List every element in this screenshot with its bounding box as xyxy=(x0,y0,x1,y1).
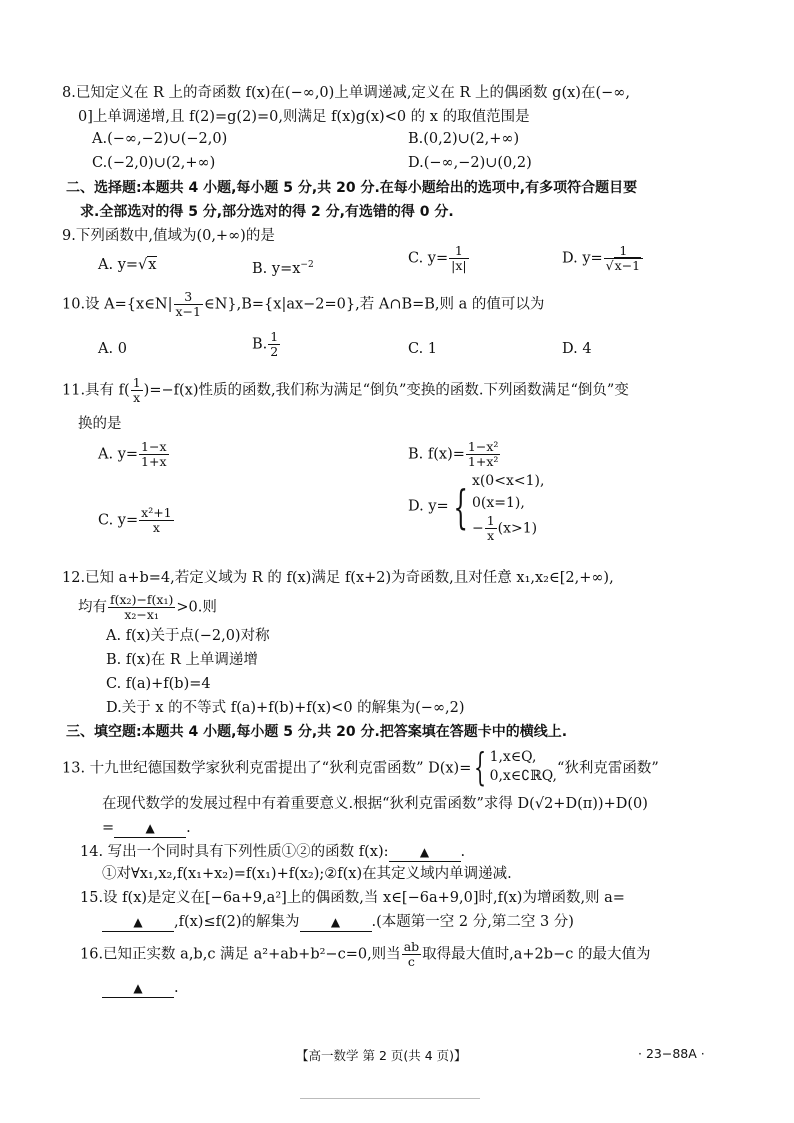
q10-stem: 10.设 A={x∈N| $\frac{3}{x-1}$ ∈N},B={x|ax−2=0},若 A∩B=B,则 a 的值可以为 xyxy=(62,289,545,319)
q9-option-a: A. y=√x xyxy=(98,257,157,273)
section2-heading-line1: 二、选择题:本题共 4 小题,每小题 5 分,共 20 分.在每小题给出的选项中,有多项符合题目要 xyxy=(66,180,638,196)
q8-option-d: D.(−∞,−2)∪(0,2) xyxy=(408,155,532,171)
answer-blank[interactable]: ▲ xyxy=(102,913,174,932)
q16-answer-line: ▲ . xyxy=(102,976,742,1000)
q10-option-a: A. 0 xyxy=(98,341,127,357)
q8-stem-line2: 0]上单调递增,且 f(2)=g(2)=0,则满足 f(x)g(x)<0 的 x 的取值范围是 xyxy=(78,109,530,125)
q9-option-d: D. y= $\frac{1}{√x-1}$ xyxy=(562,244,644,273)
q11-stem-line2: 换的是 xyxy=(78,416,122,432)
q14-stem-line2: ①对∀x₁,x₂,f(x₁+x₂)=f(x₁)+f(x₂);②f(x)在其定义域内单调递减. xyxy=(102,866,512,882)
q13-stem-line2: 在现代数学的发展过程中有着重要意义.根据“狄利克雷函数”求得 D(√2+D(π))+D(0) xyxy=(102,796,648,812)
q15-stem-line2: ▲ ,f(x)≤f(2)的解集为 ▲ .(本题第一空 2 分,第二空 3 分) xyxy=(102,910,742,934)
footer-page-info: 【高一数学 第 2 页(共 4 页)】 xyxy=(296,1048,467,1063)
q13-answer-line: = ▲ . xyxy=(102,820,191,836)
q13-stem-line1: 13. 十九世纪德国数学家狄利克雷提出了“狄利克雷函数” D(x)={ 1,x∈Q, 0,x∈∁ℝQ, “狄利克雷函数” xyxy=(62,745,659,789)
answer-blank[interactable]: ▲ xyxy=(114,819,186,838)
q8-option-b: B.(0,2)∪(2,+∞) xyxy=(408,131,520,147)
section3-heading: 三、填空题:本题共 4 小题,每小题 5 分,共 20 分.把答案填在答题卡中的横线上. xyxy=(66,724,568,740)
q8-option-a: A.(−∞,−2)∪(−2,0) xyxy=(92,131,228,147)
q12-option-b: B. f(x)在 R 上单调递增 xyxy=(106,652,258,668)
left-brace-icon: { xyxy=(474,745,487,789)
q8-option-c: C.(−2,0)∪(2,+∞) xyxy=(92,155,216,171)
q9-option-b: B. $y=x^{-2}$ xyxy=(252,260,314,277)
q11-option-d: D. y={ x(0<x<1), 0(x=1), − $\frac{1}{x}$ (x>1) xyxy=(408,473,545,543)
left-brace-icon: { xyxy=(452,479,468,534)
q10-option-b: B. $\frac{1}{2}$ xyxy=(252,329,279,359)
q11-option-c: C. y= $\frac{\text{x²+1}}{x}$ xyxy=(98,505,172,535)
q11-option-a: A. y= $\frac{1-x}{1+x}$ xyxy=(98,439,167,469)
q10-option-c: C. 1 xyxy=(408,341,438,357)
scan-line xyxy=(300,1098,480,1099)
q8-stem-line1: 8.已知定义在 R 上的奇函数 f(x)在(−∞,0)上单调递减,定义在 R 上的偶函数 g(x)在(−∞, xyxy=(62,85,630,101)
answer-blank[interactable]: ▲ xyxy=(389,843,461,862)
q16-stem-line1: 16.已知正实数 a,b,c 满足 a²+ab+b²−c=0,则当 $\frac{ab}{c}$ 取得最大值时,a+2b−c 的最大值为 xyxy=(80,939,651,969)
answer-blank[interactable]: ▲ xyxy=(300,913,372,932)
q10-option-d: D. 4 xyxy=(562,341,592,357)
q12-option-d: D.关于 x 的不等式 f(a)+f(b)+f(x)<0 的解集为(−∞,2) xyxy=(106,700,465,716)
q9-option-c: C. y= $\frac{1}{|x|}$ xyxy=(408,243,467,273)
q12-option-c: C. f(a)+f(b)=4 xyxy=(106,676,211,692)
q12-stem-line2: 均有 $\frac{\text{f(x₂)−f(x₁)}}{\text{x₂−x₁}}$ >0.则 xyxy=(78,592,217,622)
q12-option-a: A. f(x)关于点(−2,0)对称 xyxy=(106,628,270,644)
q9-stem: 9.下列函数中,值域为(0,+∞)的是 xyxy=(62,228,275,244)
section2-heading-line2: 求.全部选对的得 5 分,部分选对的得 2 分,有选错的得 0 分. xyxy=(80,204,454,220)
q14-stem-line1: 14. 写出一个同时具有下列性质①②的函数 f(x): ▲ . xyxy=(80,844,466,860)
q11-stem-line1: 11.具有 f( $\frac{1}{x}$ )=−f(x)性质的函数,我们称为满足“倒负”变换的函数.下列函数满足“倒负”变 xyxy=(62,375,629,405)
answer-blank[interactable]: ▲ xyxy=(102,979,174,998)
footer-code: · 23−88A · xyxy=(638,1046,705,1061)
q11-option-b: B. f(x)= $\frac{\text{1−x²}}{\text{1+x²}}$ xyxy=(408,439,499,469)
q12-stem-line1: 12.已知 a+b=4,若定义域为 R 的 f(x)满足 f(x+2)为奇函数,且对任意 x₁,x₂∈[2,+∞), xyxy=(62,570,614,586)
q15-stem-line1: 15.设 f(x)是定义在[−6a+9,a²]上的偶函数,当 x∈[−6a+9,0]时,f(x)为增函数,则 a= xyxy=(80,890,625,906)
